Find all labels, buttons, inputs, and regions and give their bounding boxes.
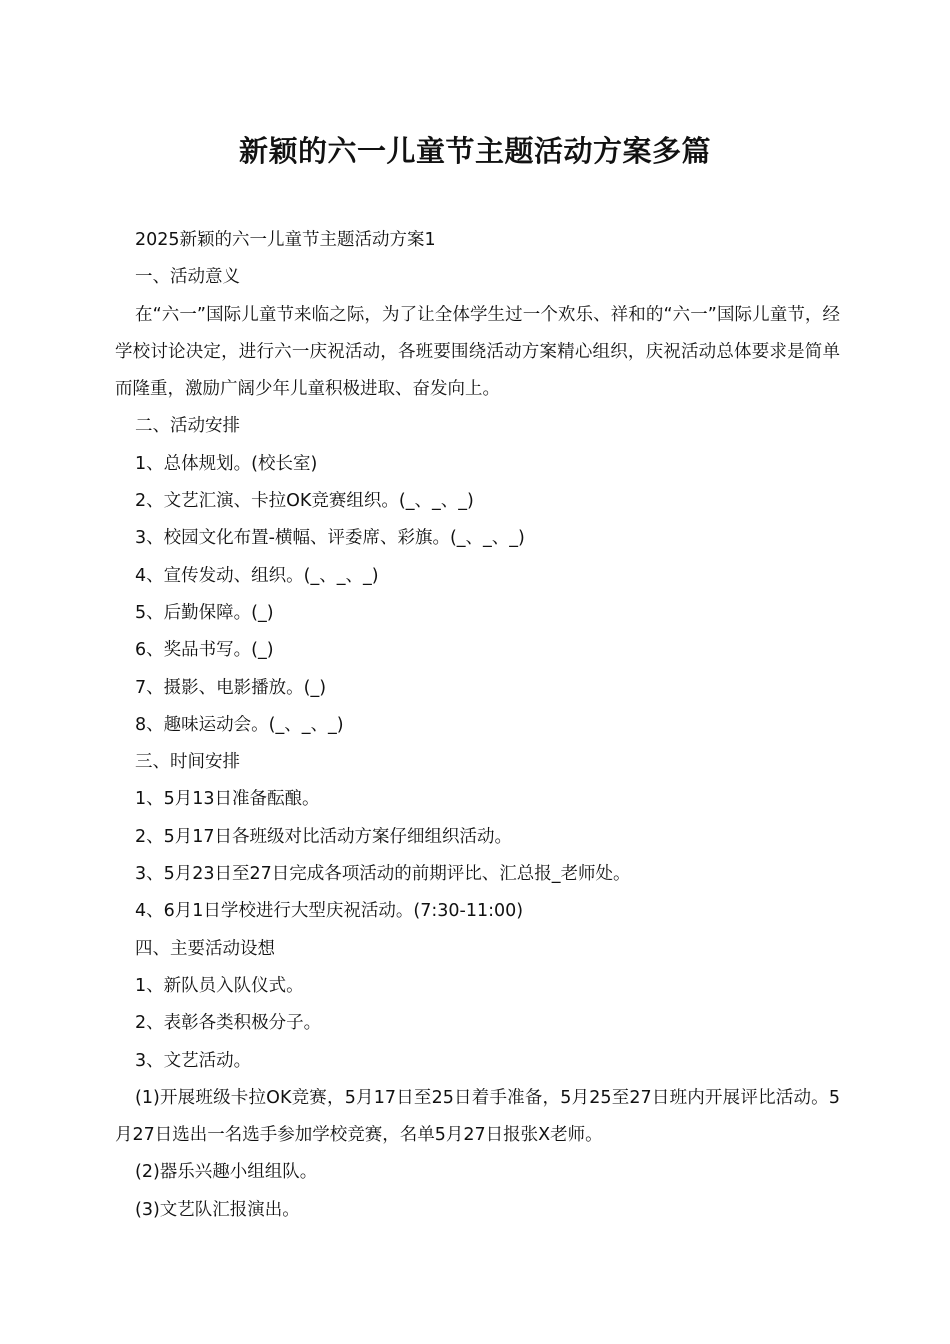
list-item: 3、5月23日至27日完成各项活动的前期评比、汇总报_老师处。 [135, 864, 631, 885]
list-item: 3、文艺活动。 [135, 1050, 252, 1071]
section-heading: 一、活动意义 [135, 267, 240, 288]
list-item: 2、5月17日各班级对比活动方案仔细组织活动。 [135, 826, 513, 847]
section-heading: 三、时间安排 [135, 752, 240, 773]
section-heading: 二、活动安排 [135, 416, 240, 437]
section-heading: 四、主要活动设想 [135, 938, 275, 959]
list-item: 8、趣味运动会。(_、_、_) [135, 714, 344, 735]
document-body [115, 222, 840, 1229]
list-item: 2、表彰各类积极分子。 [135, 1013, 322, 1034]
body-paragraph: 在“六一”国际儿童节来临之际，为了让全体学生过一个欢乐、祥和的“六一”国际儿童节，经学校讨论决定，进行六一庆祝活动，各班要围绕活动方案精心组织，庆祝活动总体要求是简单而隆重，激励广阔少年儿童积极进取、奋发向上。 [115, 304, 840, 400]
list-item: 1、新队员入队仪式。 [135, 975, 304, 996]
list-item: 4、6月1日学校进行大型庆祝活动。(7:30-11:00) [135, 901, 524, 922]
list-item: 7、摄影、电影播放。(_) [135, 677, 327, 698]
document-title: 新颖的六一儿童节主题活动方案多篇 [238, 134, 711, 168]
list-item: 1、5月13日准备酝酿。 [135, 789, 320, 810]
body-paragraph: (1)开展班级卡拉OK竞赛，5月17日至25日着手准备，5月25至27日班内开展评比活动。5月27日选出一名选手参加学校竞赛，名单5月27日报张X老师。 [115, 1087, 840, 1146]
list-item: 5、后勤保障。(_) [135, 602, 274, 623]
list-item: 1、总体规划。(校长室) [135, 453, 318, 474]
list-item: 4、宣传发动、组织。(_、_、_) [135, 565, 379, 586]
list-item: 2、文艺汇演、卡拉OK竞赛组织。(_、_、_) [135, 491, 474, 512]
section-heading: 2025新颖的六一儿童节主题活动方案1 [135, 230, 436, 250]
list-item: (2)器乐兴趣小组组队。 [135, 1162, 318, 1183]
list-item: 6、奖品书写。(_) [135, 640, 274, 661]
list-item: (3)文艺队汇报演出。 [135, 1199, 300, 1220]
list-item: 3、校园文化布置-横幅、评委席、彩旗。(_、_、_) [135, 528, 525, 549]
